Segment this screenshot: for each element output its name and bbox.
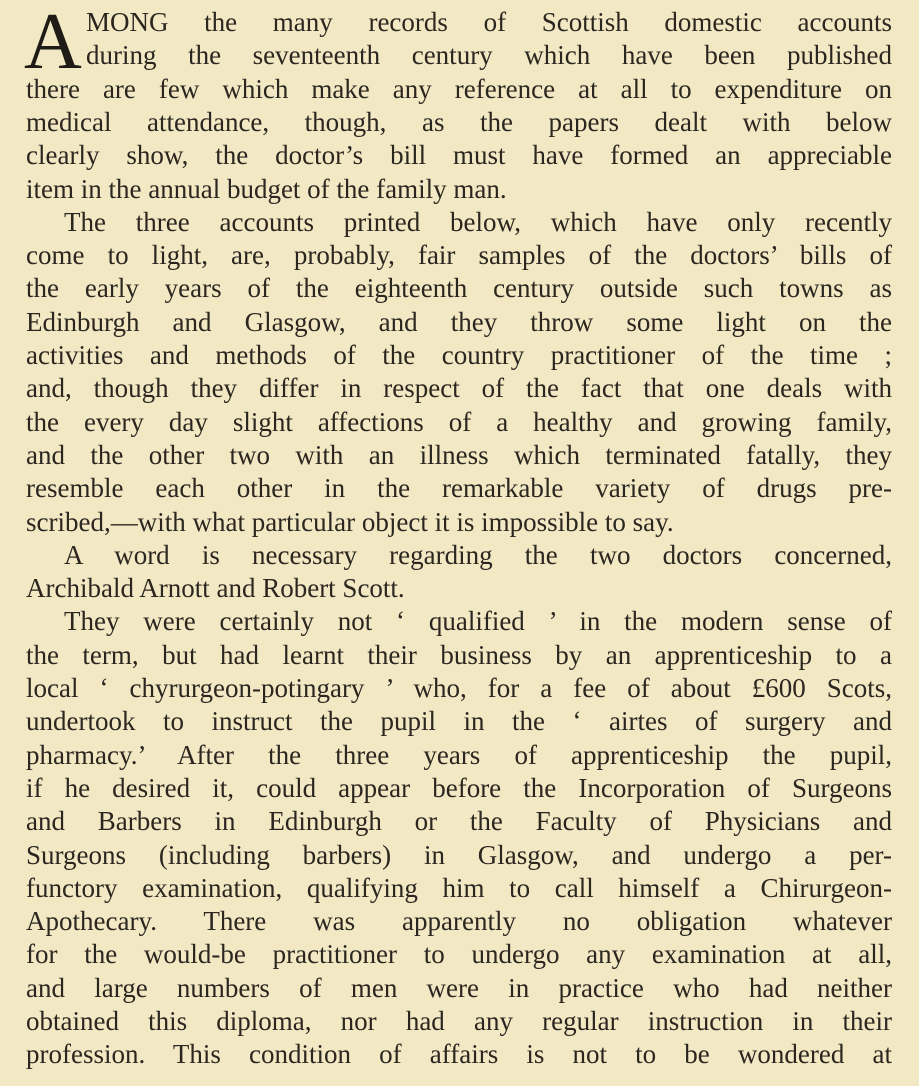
paragraph-4-line: undertook to instruct the pupil in the ‘ airtes of surgery and — [26, 706, 892, 737]
paragraph-4-line: They were certainly not ‘ qualified ’ in the modern sense of — [64, 606, 892, 637]
paragraph-2-line: activities and methods of the country practitioner of the time ; — [26, 340, 892, 370]
paragraph-4-line: obtained this diploma, nor had any regular instruction in their — [26, 1006, 892, 1036]
paragraph-4-line: if he desired it, could appear before the Incorporation of Surgeons — [26, 772, 892, 803]
paragraph-1-line: during the seventeenth century which have been published — [86, 40, 892, 71]
paragraph-4-line: Apothecary. There was apparently no obligation whatever — [26, 906, 892, 937]
paragraph-1-line: item in the annual budget of the family man. — [26, 173, 507, 204]
paragraph-1-line: MONG the many records of Scottish domestic accounts — [86, 7, 892, 37]
paragraph-4-line: for the would-be practitioner to undergo any examination at all, — [26, 939, 892, 970]
paragraph-2-line: resemble each other in the remarkable variety of drugs pre- — [26, 473, 892, 504]
paragraph-2-line: Edinburgh and Glasgow, and they throw some light on the — [26, 306, 892, 337]
drop-cap: A — [24, 0, 82, 86]
paragraph-4-line: profession. This condition of affairs is not to be wondered at — [26, 1039, 892, 1070]
paragraph-2-line: come to light, are, probably, fair samples of the doctors’ bills of — [26, 240, 892, 271]
paragraph-4-line: functory examination, qualifying him to call himself a Chirurgeon- — [26, 872, 892, 903]
paragraph-1-line: there are few which make any reference at all to expenditure on — [26, 73, 892, 104]
paragraph-4-line: local ‘ chyrurgeon-potingary ’ who, for a fee of about £600 Scots, — [26, 673, 892, 703]
paragraph-4-line: pharmacy.’ After the three years of apprenticeship the pupil, — [26, 739, 892, 770]
paragraph-2-line: the every day slight affections of a healthy and growing family, — [26, 406, 892, 437]
paragraph-2-line: The three accounts printed below, which have only recently — [64, 206, 892, 237]
paragraph-4-line: Surgeons (including barbers) in Glasgow, and undergo a per- — [26, 839, 892, 870]
paragraph-4-line: and Barbers in Edinburgh or the Faculty of Physicians and — [26, 806, 892, 837]
paragraph-3-line: Archibald Arnott and Robert Scott. — [26, 573, 405, 604]
paragraph-4-line: and large numbers of men were in practice who had neither — [26, 972, 892, 1003]
paragraph-3-line: A word is necessary regarding the two doctors concerned, — [64, 539, 892, 570]
paragraph-1-line: clearly show, the doctor’s bill must have formed an appreciable — [26, 140, 892, 171]
paragraph-1-line: medical attendance, though, as the papers dealt with below — [26, 106, 892, 137]
paragraph-2-line: and the other two with an illness which terminated fatally, they — [26, 439, 892, 470]
paragraph-2-line: scribed,—with what particular object it is impossible to say. — [26, 506, 674, 537]
paragraph-4-line: the term, but had learnt their business by an apprenticeship to a — [26, 639, 892, 670]
paragraph-2-line: and, though they differ in respect of the fact that one deals with — [26, 373, 892, 404]
paragraph-2-line: the early years of the eighteenth century outside such towns as — [26, 273, 892, 304]
